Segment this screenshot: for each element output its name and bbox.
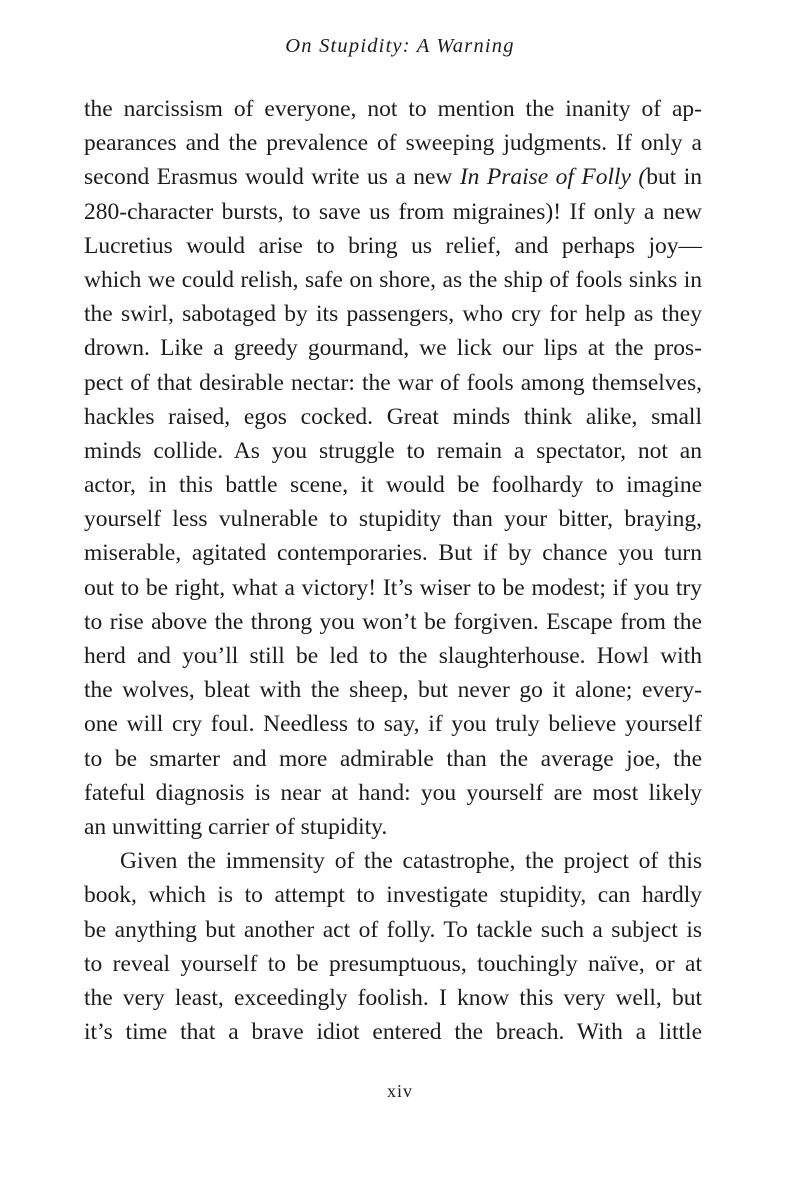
text-line: out to be right, what a victory! It’s wiser to be modest; if you try <box>84 574 702 601</box>
book-title-italic: In Praise of Folly ( <box>459 164 647 191</box>
text-line: to be smarter and more admirable than the average joe, the <box>84 745 702 772</box>
text-line: actor, in this battle scene, it would be foolhardy to imagine <box>84 472 702 499</box>
text-line: herd and you’ll still be led to the slaughterhouse. Howl with <box>84 643 702 669</box>
text-line: minds collide. As you struggle to remain a spectator, not an <box>84 437 702 464</box>
text-line: miserable, agitated contemporaries. But if by chance you turn <box>84 540 702 567</box>
text-line <box>84 160 702 194</box>
text-line: to reveal yourself to be presumptuous, touchingly naïve, or at <box>84 950 702 977</box>
text-line: drown. Like a greedy gourmand, we lick our lips at the pros- <box>84 335 702 362</box>
text-line: pect of that desirable nectar: the war of fools among themselves, <box>84 369 702 396</box>
text-line: pearances and the prevalence of sweeping judgments. If only a <box>84 130 702 157</box>
text-line: Lucretius would arise to bring us relief, and perhaps joy— <box>84 232 702 259</box>
text-line: it’s time that a brave idiot entered the breach. With a little <box>84 1019 702 1046</box>
page-number: xiv <box>386 1081 413 1101</box>
text-line: the wolves, bleat with the sheep, but never go it alone; every- <box>84 677 702 704</box>
body-text <box>84 92 702 1049</box>
text-line: the very least, exceedingly foolish. I know this very well, but <box>84 984 702 1011</box>
text-fragment: second Erasmus would write us a new <box>84 164 460 191</box>
paragraph-first-line: Given the immensity of the catastrophe, the project of this <box>120 848 702 875</box>
running-head: On Stupidity: A Warning <box>285 35 515 57</box>
text-line: which we could relish, safe on shore, as the ship of fools sinks in <box>84 266 702 293</box>
paragraph-last-line: an unwitting carrier of stupidity. <box>84 813 388 840</box>
text-line: to rise above the throng you won’t be forgiven. Escape from the <box>84 608 702 635</box>
text-line: book, which is to attempt to investigate stupidity, can hardly <box>84 882 702 909</box>
text-line: yourself less vulnerable to stupidity than your bitter, braying, <box>84 506 702 533</box>
text-fragment: but in <box>646 164 703 191</box>
text-line: fateful diagnosis is near at hand: you yourself are most likely <box>84 779 702 806</box>
text-line: be anything but another act of folly. To tackle such a subject is <box>84 916 702 943</box>
text-line: the swirl, sabotaged by its passengers, who cry for help as they <box>84 301 702 328</box>
text-line: one will cry foul. Needless to say, if you truly believe yourself <box>84 711 702 738</box>
text-line: hackles raised, egos cocked. Great minds think alike, small <box>84 403 702 430</box>
text-line: 280-character bursts, to save us from migraines)! If only a new <box>84 198 702 225</box>
text-line: the narcissism of everyone, not to mention the inanity of ap- <box>84 96 702 122</box>
